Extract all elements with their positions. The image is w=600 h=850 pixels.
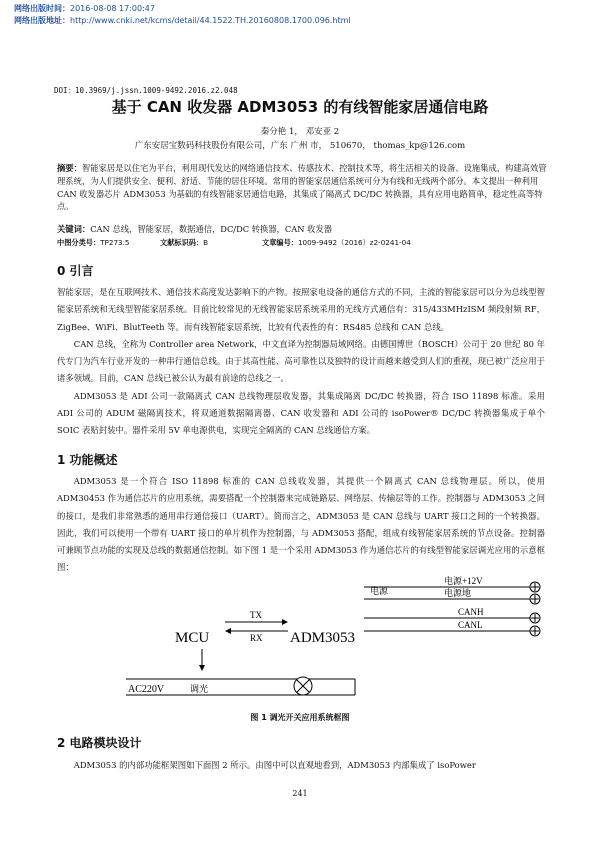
adm3053-label: ADM3053 (290, 630, 356, 646)
keywords-text: CAN 总线，智能家居，数据通信，DC/DC 转换器，CAN 收发器 (90, 224, 333, 234)
keywords-label: 关键词： (57, 224, 91, 234)
paper-title: 基于 CAN 收发器 ADM3053 的有线智能家居通信电路 (111, 98, 489, 116)
article-no-label: 文章编号： (262, 238, 298, 247)
pub-time-label: 网络出版时间： (14, 4, 70, 13)
gnd-label: 电源地 (444, 588, 472, 598)
pub-time: 2016-08-08 17:00:47 (70, 4, 155, 13)
abstract-text: 智能家居是以住宅为平台，利用现代发达的网络通信技术、传感技术、控制技术等，将生活相关的设备、设施集成，构建高效管理系统，为人们提供安全、便利、舒适、节能的居住环境。常用的智能家居通信系统可分为有线和无线两个部分。本文提出一种利用 CAN 收发器芯片 ADM3053 为基础的有线智能家居通信电路，其集成了隔离式 DC/DC 转换器，具有应用电路简单，稳定性高等特点。 (57, 163, 547, 212)
canh-label: CANH (458, 607, 484, 617)
pub-url-label: 网络出版地址： (14, 16, 70, 25)
figure-1-caption: 图 1 调光开关应用系统框图 (250, 713, 350, 722)
article-number (262, 238, 411, 248)
clc-number (57, 238, 129, 248)
power-group-label: 电源 (370, 586, 389, 596)
doc-code-value: B (203, 238, 209, 247)
terminal-canh-icon (530, 613, 540, 623)
intro-paragraph-1: 智能家居，是在互联网技术、通信技术高度发达影响下的产物。按照家电设备的通信方式的不同，主流的智能家居可以分为总线型智能家居系统和无线型智能家居系统。目前比较常见的无线智能家居系统采用的无线方式通信有：315/433MHzISM 频段射频 RF，ZigBee、WiFi、BlutTeeth 等。而有线智能家居系统，比较有代表性的有：RS485 总线和 CAN 总线。 (57, 287, 545, 332)
intro-paragraph-3: ADM3053 是 ADI 公司一款隔离式 CAN 总线物理层收发器，其集成隔离 DC/DC 转换器，符合 ISO 11898 标准。采用 ADI 公司的 ADUM 磁隔离技术，将双通道数据隔离器、CAN 收发器和 ADI 公司的 isoPower® DC/DC 转换器集成于单个 SOIC 表贴封装中。器件采用 5V 单电源供电，实现完全隔离的 CAN 总线通信方案。 (57, 390, 545, 436)
section-heading-function: 1 功能概述 (57, 453, 118, 467)
pwr12-label: 电源+12V (444, 576, 483, 586)
mcu-label: MCU (175, 630, 210, 646)
clc-label: 中图分类号： (57, 238, 101, 247)
intro-body (57, 284, 545, 440)
terminal-pwr12-icon (530, 582, 540, 592)
canl-label: CANL (458, 620, 483, 630)
pub-url-line (14, 15, 351, 26)
circuit-paragraph-1: ADM3053 的内部功能框架图如下面图 2 所示。由图中可以直观地看到，ADM3053 内部集成了 isoPower (73, 760, 476, 770)
clc-value: TP273.5 (100, 238, 130, 247)
rx-label: RX (250, 633, 263, 643)
authors: 秦分艳 1， 邓安亚 2 (260, 127, 340, 137)
section-heading-intro: 0 引言 (57, 264, 94, 278)
function-paragraph-1: ADM3053 是一个符合 ISO 11898 标准的 CAN 总线收发器，其提供一个隔离式 CAN 总线物理层。所以，使用 ADM30453 作为通信芯片的应用系统，需要搭配一个控制器来完成链路层、网络层、传输层等的工作。控制器与 ADM3053 之间的接口，是我们非常熟悉的通用串行通信接口（UART）。简而言之，ADM3053 是 CAN 总线与 UART 接口之间的一个转换器。因此，我们可以使用一个带有 UART 接口的单片机作为控制器，与 ADM3053 搭配，组成有线智能家居系统的节点设备。控制器可兼顾节点功能的实现及总线的数据通信控制。如下图 1 是一个采用 ADM3053 作为通信芯片的有线型智能家居调光应用的示意框图： (57, 476, 545, 573)
ac220v-label: AC220V (128, 684, 165, 695)
rx-arrow-icon (225, 628, 231, 634)
terminal-canl-icon (530, 626, 540, 636)
tx-label: TX (250, 610, 262, 620)
article-no-value: 1009-9492（2016）z2-0241-04 (297, 238, 411, 247)
doi: DOI：10.3969/j.jssn.1009-9492.2016.z2.048 (54, 86, 238, 95)
doc-code (160, 238, 208, 248)
function-body (57, 473, 545, 577)
affiliation: 广东安居宝数码科技股份有限公司，广东 广州 市， 510670， thomas_kp@126.com (134, 141, 466, 151)
circuit-body (57, 757, 545, 774)
terminal-gnd-icon (530, 594, 540, 604)
section-heading-circuit: 2 电路模块设计 (57, 736, 142, 750)
figure-1-block-diagram (110, 565, 550, 715)
dimmer-label: 调光 (190, 684, 209, 694)
keywords (57, 223, 547, 236)
intro-paragraph-2: CAN 总线，全称为 Controller area Network，中文直译为控制器局域网络。由德国博世（BOSCH）公司于 20 世纪 80 年代专门为汽车行业开发的一种串行通信总线。由于其高性能、高可靠性以及独特的设计而越来越受到人们的重视，现已被广泛应用于诸多领域。目前，CAN 总线已被公认为最有前途的总线之一。 (57, 338, 545, 384)
pub-time-line (14, 3, 155, 14)
page-number: 241 (292, 789, 308, 798)
doc-code-label: 文献标识码： (160, 238, 204, 247)
abstract-label: 摘要： (57, 163, 82, 173)
pub-url-link[interactable]: http://www.cnki.net/kcms/detail/44.1522.TH.20160808.1700.096.html (70, 16, 351, 25)
abstract (57, 162, 547, 213)
mcu-down-arrow-icon (199, 665, 205, 671)
tx-arrow-icon (282, 619, 288, 625)
